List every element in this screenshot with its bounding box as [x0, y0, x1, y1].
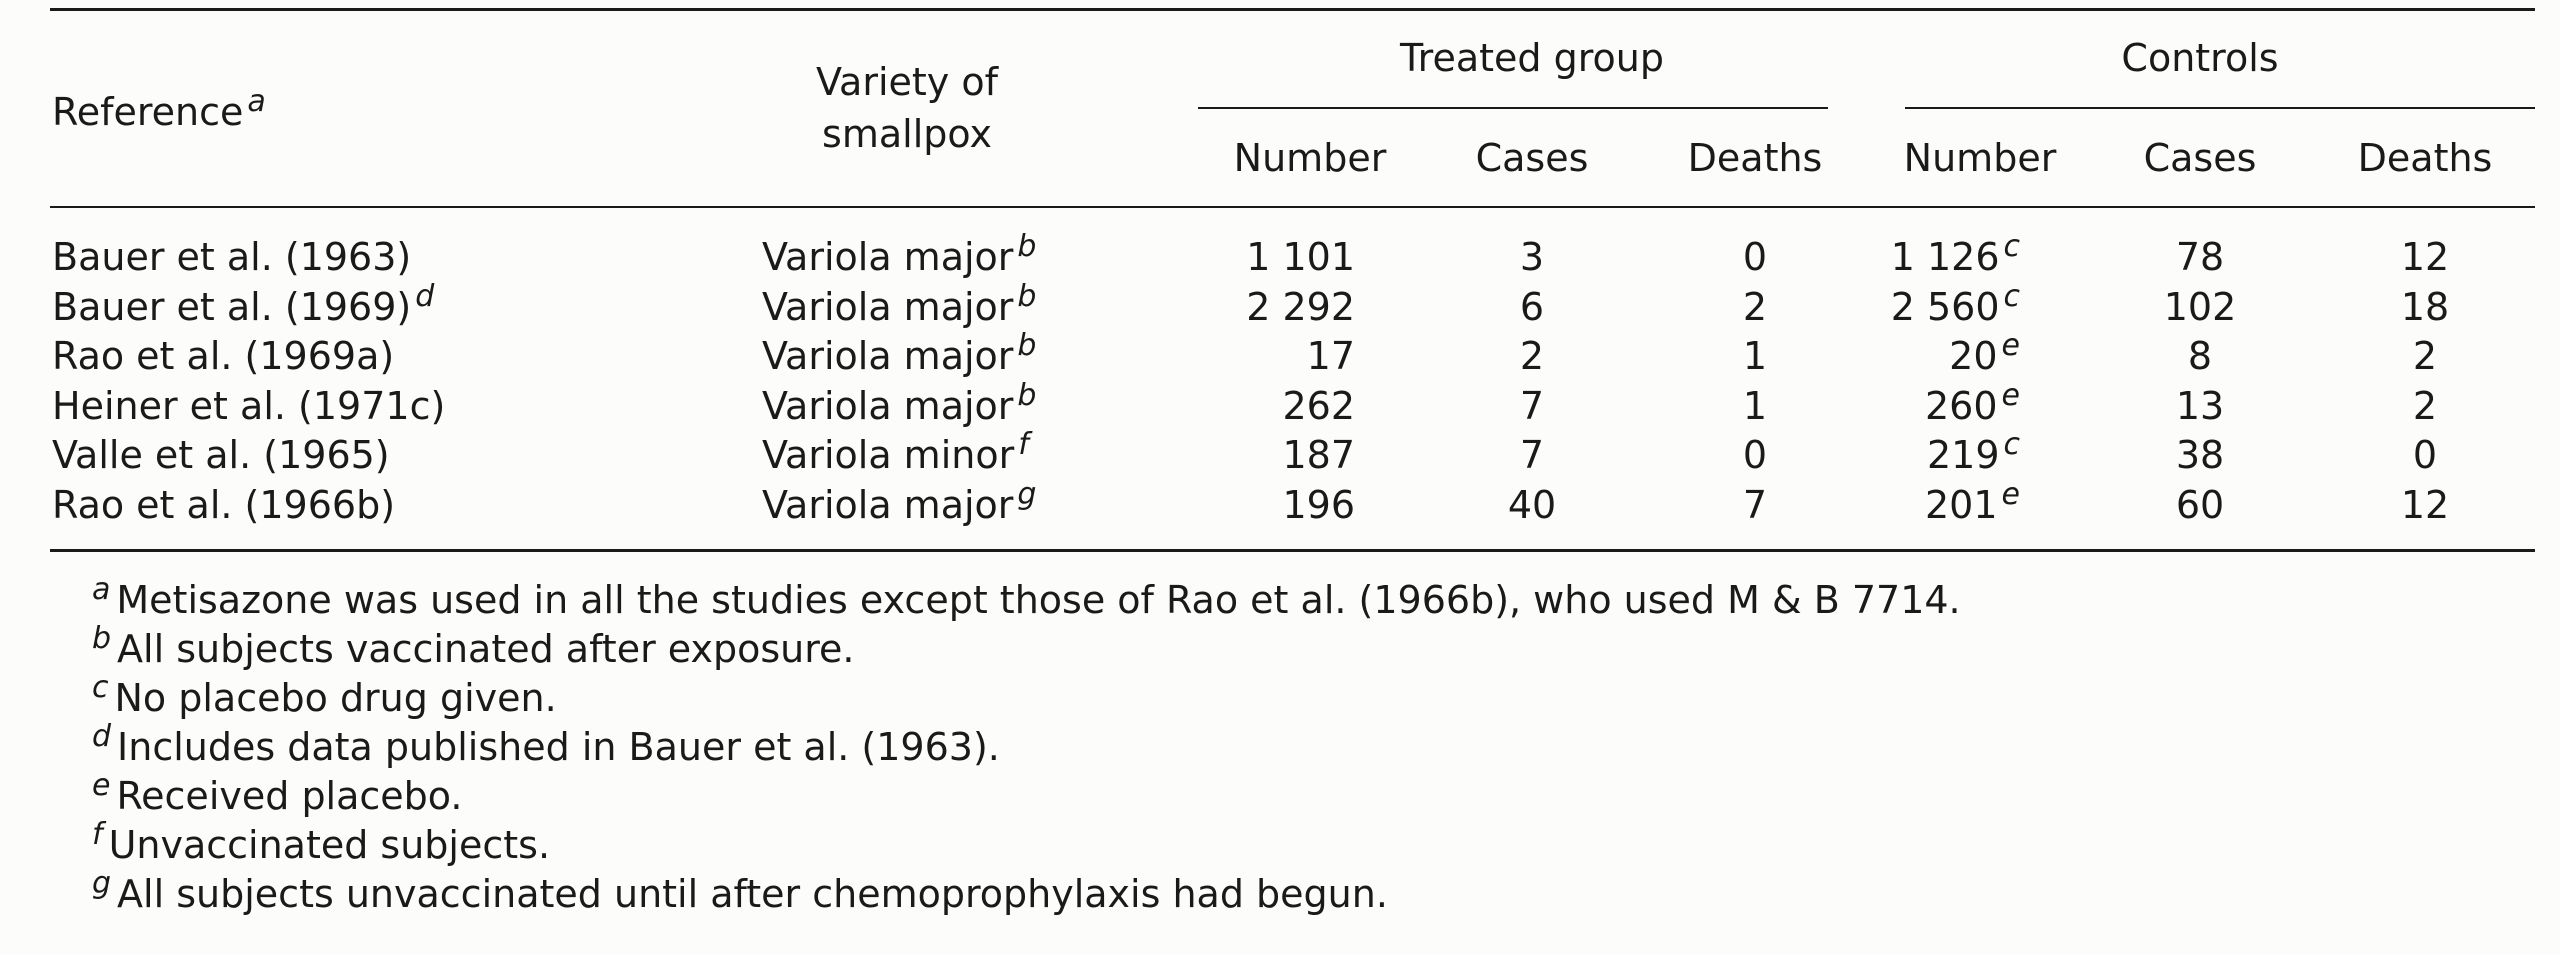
cell-variety-value: Variola major — [762, 334, 1014, 378]
cell-treated-cases — [1520, 433, 1544, 477]
cell-treated-number-value: 262 — [1282, 383, 1355, 428]
cell-variety-footnote: b — [1017, 377, 1037, 413]
cell-controls-deaths — [2413, 384, 2437, 428]
header-reference — [52, 84, 266, 134]
cell-controls-cases — [2164, 285, 2237, 329]
footnote-item — [92, 768, 463, 818]
footnote-mark: f — [92, 817, 103, 852]
cell-treated-cases-value: 2 — [1519, 334, 1545, 378]
footnote-text: All subjects unvaccinated until after chemoprophylaxis had begun. — [117, 872, 1388, 916]
cell-controls-number — [1925, 476, 2020, 527]
cell-controls-number — [1926, 427, 2020, 477]
header-treated-deaths: Deaths — [1687, 136, 1823, 180]
cell-variety-value: Variola major — [762, 235, 1014, 279]
footnote-mark: d — [92, 719, 112, 754]
cell-variety — [762, 278, 1037, 329]
controls-rule — [1905, 107, 2535, 109]
cell-controls-number-value: 2 560 — [1890, 284, 2000, 329]
footnote-text: All subjects vaccinated after exposure. — [117, 627, 855, 671]
cell-treated-cases — [1520, 384, 1544, 428]
cell-controls-deaths-value: 18 — [2400, 284, 2450, 329]
cell-controls-deaths — [2401, 235, 2449, 279]
cell-reference — [52, 334, 398, 378]
cell-controls-cases — [2176, 483, 2224, 527]
cell-treated-deaths-value: 0 — [1742, 235, 1768, 279]
table-top-rule — [50, 8, 2535, 11]
cell-variety — [762, 427, 1029, 477]
cell-treated-cases — [1520, 334, 1544, 378]
cell-variety — [762, 328, 1037, 378]
cell-variety-footnote: b — [1017, 229, 1037, 264]
cell-controls-number-value: 201 — [1925, 482, 1998, 527]
footnote-item — [92, 621, 855, 671]
cell-treated-cases-value: 7 — [1519, 433, 1545, 477]
cell-treated-number — [1246, 285, 1355, 329]
footnote-mark: a — [92, 572, 111, 607]
cell-treated-deaths — [1743, 235, 1767, 279]
cell-variety-value: Variola minor — [762, 433, 1015, 477]
cell-controls-number-footnote: c — [2003, 427, 2020, 462]
cell-controls-number-value: 260 — [1925, 383, 1998, 428]
cell-treated-number — [1282, 384, 1355, 428]
footnote-mark: b — [92, 621, 112, 656]
cell-variety-value: Variola major — [762, 284, 1014, 329]
cell-reference-value: Heiner et al. (1971c) — [52, 383, 446, 428]
cell-treated-cases — [1520, 285, 1544, 329]
cell-treated-number — [1282, 433, 1355, 477]
cell-treated-cases — [1508, 483, 1556, 527]
footnote-mark: g — [92, 866, 112, 901]
cell-treated-deaths — [1743, 334, 1767, 378]
cell-controls-deaths — [2401, 285, 2449, 329]
header-controls-deaths: Deaths — [2357, 136, 2493, 180]
cell-treated-deaths — [1743, 483, 1767, 527]
cell-controls-deaths-value: 12 — [2400, 235, 2450, 279]
cell-treated-cases-value: 40 — [1507, 482, 1557, 527]
cell-controls-deaths-value: 2 — [2412, 334, 2438, 378]
cell-controls-number-value: 20 — [1949, 334, 1998, 378]
cell-reference-value: Rao et al. (1969a) — [52, 334, 395, 378]
cell-treated-number-value: 1 101 — [1246, 235, 1355, 279]
cell-controls-cases-value: 78 — [2175, 235, 2225, 279]
footnote-text: Received placebo. — [116, 774, 463, 818]
cell-treated-number-value: 17 — [1306, 334, 1355, 378]
cell-treated-number-value: 187 — [1282, 433, 1355, 477]
cell-treated-number-value: 2 292 — [1246, 284, 1355, 329]
cell-variety-footnote: b — [1017, 278, 1037, 314]
cell-controls-deaths-value: 2 — [2412, 383, 2438, 428]
cell-treated-cases-value: 3 — [1519, 235, 1545, 279]
cell-variety-value: Variola major — [762, 482, 1014, 527]
cell-treated-deaths — [1743, 433, 1767, 477]
cell-variety — [762, 377, 1037, 428]
header-controls-cases: Cases — [2143, 136, 2257, 180]
cell-controls-number-value: 1 126 — [1890, 235, 2000, 279]
treated-group-rule — [1198, 107, 1828, 109]
cell-reference — [52, 235, 415, 279]
cell-treated-number — [1282, 483, 1355, 527]
footnote-item — [92, 572, 1961, 622]
footnote-text: Metisazone was used in all the studies except those of Rao et al. (1966b), who used M & B 7714. — [116, 578, 1961, 622]
header-controls: Controls — [2121, 36, 2279, 80]
cell-controls-number-footnote: c — [2003, 229, 2020, 264]
cell-treated-cases — [1520, 235, 1544, 279]
cell-reference-value: Rao et al. (1966b) — [52, 482, 396, 527]
header-treated-number: Number — [1233, 136, 1387, 180]
cell-controls-number-footnote: e — [2001, 476, 2020, 512]
cell-variety-value: Variola major — [762, 383, 1014, 428]
footnote-text: Includes data published in Bauer et al. (1963). — [117, 725, 1000, 769]
cell-variety — [762, 229, 1037, 279]
cell-treated-cases-value: 7 — [1519, 383, 1545, 428]
cell-treated-number — [1307, 334, 1355, 378]
cell-controls-cases-value: 13 — [2175, 383, 2225, 428]
cell-controls-cases — [2188, 334, 2212, 378]
footnote-mark: c — [92, 670, 109, 705]
cell-controls-deaths — [2413, 433, 2437, 477]
cell-variety-footnote: b — [1017, 328, 1037, 363]
cell-controls-cases — [2176, 384, 2224, 428]
header-reference-footnote: a — [247, 84, 266, 119]
cell-treated-deaths-value: 0 — [1742, 433, 1768, 477]
cell-variety — [762, 476, 1037, 527]
footnote-text: No placebo drug given. — [114, 676, 557, 720]
cell-treated-number — [1246, 235, 1355, 279]
cell-reference — [52, 278, 435, 329]
cell-reference-value: Valle et al. (1965) — [52, 433, 390, 477]
cell-controls-deaths — [2413, 334, 2437, 378]
cell-controls-number-value: 219 — [1926, 433, 2000, 477]
cell-controls-cases-value: 60 — [2175, 482, 2225, 527]
header-treated-cases: Cases — [1475, 136, 1589, 180]
cell-controls-number-footnote: e — [2001, 328, 2020, 363]
cell-reference — [52, 384, 449, 428]
cell-treated-deaths-value: 1 — [1742, 334, 1768, 378]
cell-treated-deaths — [1743, 285, 1767, 329]
cell-controls-cases — [2176, 235, 2224, 279]
cell-controls-number-footnote: e — [2001, 377, 2020, 413]
footnote-item — [92, 719, 1000, 769]
cell-controls-number — [1925, 377, 2020, 428]
header-controls-number: Number — [1903, 136, 2057, 180]
cell-controls-number — [1890, 278, 2020, 329]
cell-controls-cases-value: 38 — [2175, 433, 2225, 477]
cell-reference-value: Bauer et al. (1969) — [52, 284, 412, 329]
cell-controls-cases — [2176, 433, 2224, 477]
cell-treated-deaths-value: 1 — [1742, 383, 1768, 428]
cell-treated-cases-value: 6 — [1519, 284, 1545, 329]
cell-controls-deaths-value: 12 — [2400, 482, 2450, 527]
header-treated-group: Treated group — [1400, 36, 1664, 80]
cell-reference — [52, 483, 399, 527]
cell-controls-deaths — [2401, 483, 2449, 527]
footnote-mark: e — [92, 768, 111, 803]
cell-variety-footnote: f — [1018, 427, 1029, 462]
table-bottom-rule — [50, 549, 2535, 552]
cell-controls-cases-value: 102 — [2163, 284, 2237, 329]
footnote-text: Unvaccinated subjects. — [108, 823, 551, 867]
cell-treated-number-value: 196 — [1282, 482, 1355, 527]
cell-reference-value: Bauer et al. (1963) — [52, 235, 412, 279]
cell-treated-deaths-value: 2 — [1742, 284, 1768, 329]
cell-treated-deaths — [1743, 384, 1767, 428]
footnote-item — [92, 670, 557, 720]
footnote-item — [92, 817, 551, 867]
cell-controls-number — [1890, 229, 2020, 279]
cell-controls-number-footnote: c — [2003, 278, 2020, 314]
header-variety-line1: Variety of — [816, 60, 998, 104]
cell-controls-deaths-value: 0 — [2412, 433, 2438, 477]
cell-reference — [52, 433, 394, 477]
cell-controls-number — [1949, 328, 2020, 378]
cell-variety-footnote: g — [1017, 476, 1037, 512]
cell-reference-footnote: d — [415, 278, 435, 314]
header-bottom-rule — [50, 206, 2535, 208]
header-reference-label: Reference — [52, 90, 244, 134]
footnote-item — [92, 866, 1388, 916]
header-variety-line2: smallpox — [822, 112, 992, 156]
cell-controls-cases-value: 8 — [2187, 334, 2213, 378]
cell-treated-deaths-value: 7 — [1742, 482, 1768, 527]
